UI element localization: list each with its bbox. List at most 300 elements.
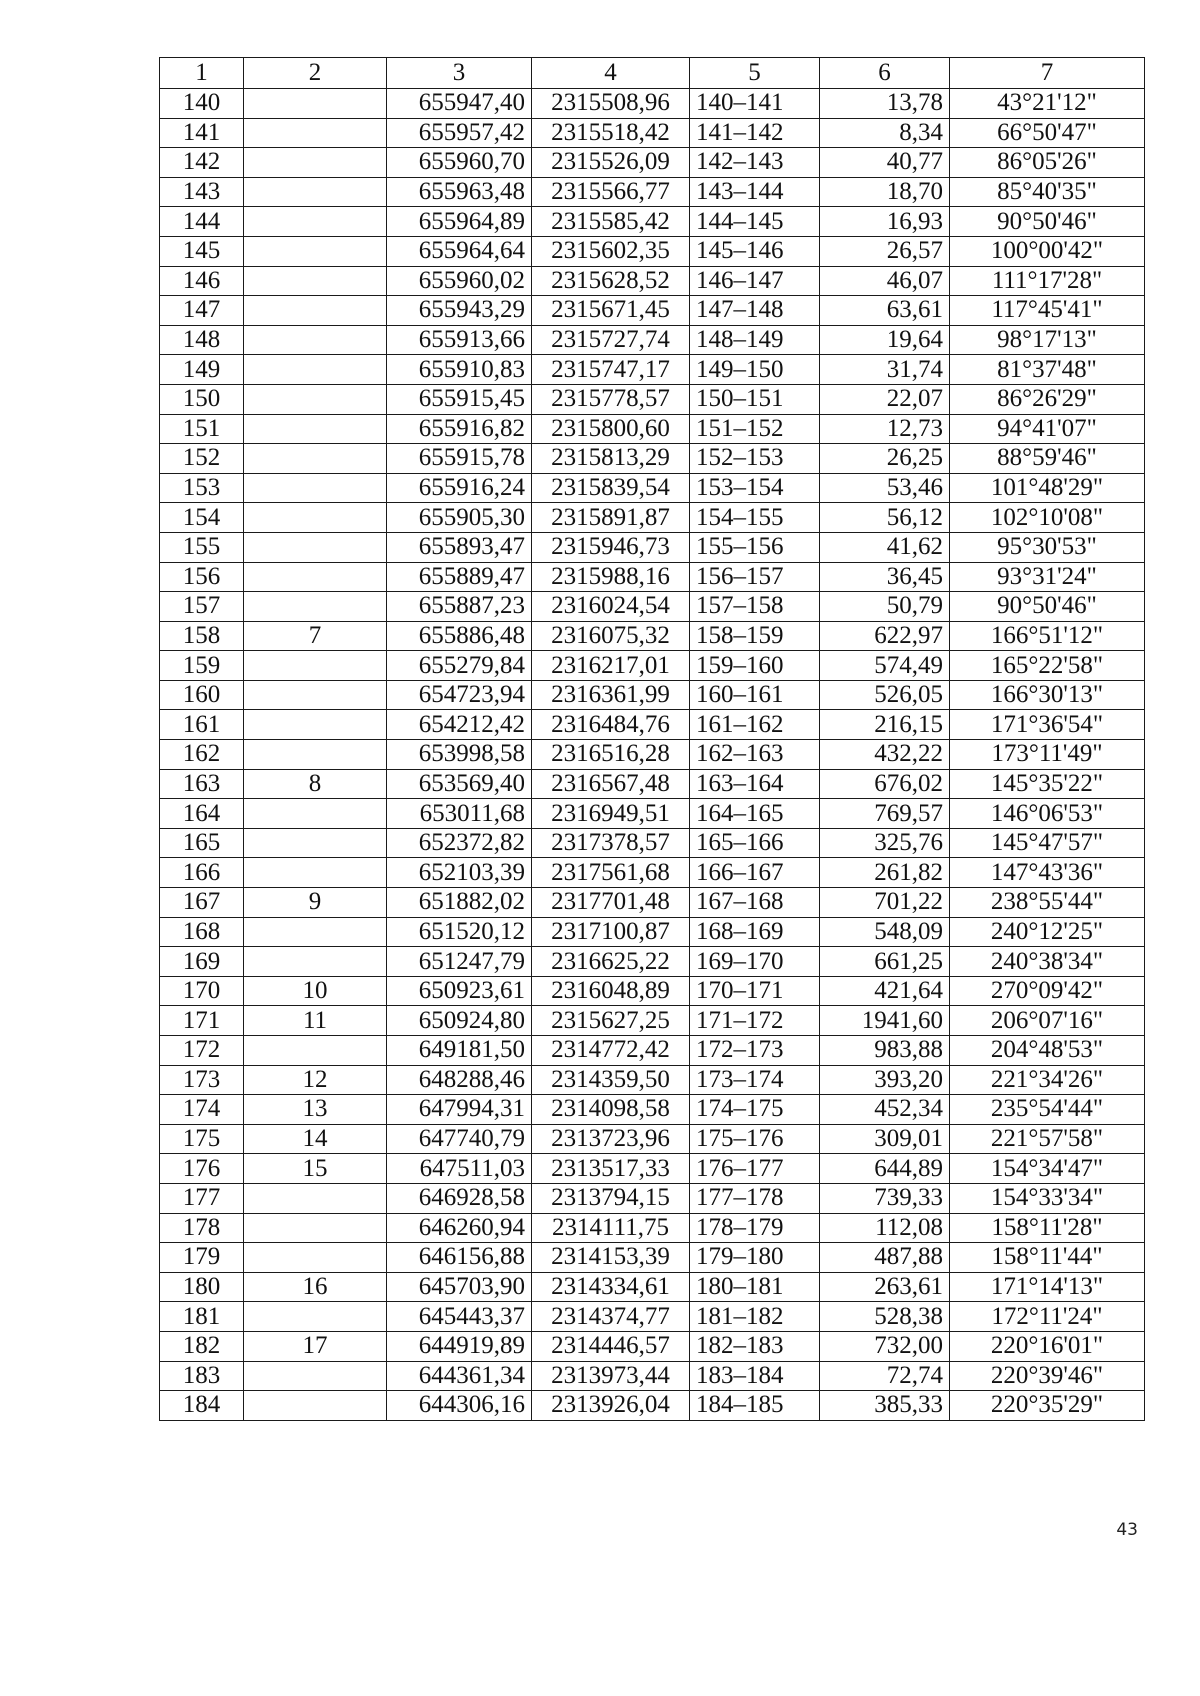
coordinate-y-cell: 2314153,39: [532, 1243, 690, 1273]
length-cell: 263,61: [820, 1272, 950, 1302]
segment-cell: 170–171: [690, 976, 820, 1006]
length-cell: 36,45: [820, 562, 950, 592]
coordinate-x-cell: 655960,70: [387, 148, 532, 178]
table-row: [160, 1154, 1145, 1184]
turn-point-number-cell: [244, 148, 387, 178]
direction-angle-cell: 238°55'44": [950, 888, 1145, 918]
coordinate-x-cell: 655893,47: [387, 532, 532, 562]
direction-angle-cell: 171°14'13": [950, 1272, 1145, 1302]
direction-angle-cell: 221°34'26": [950, 1065, 1145, 1095]
coordinate-y-cell: 2315671,45: [532, 296, 690, 326]
direction-angle-cell: 93°31'24": [950, 562, 1145, 592]
length-cell: 12,73: [820, 414, 950, 444]
table-row: [160, 325, 1145, 355]
turn-point-number-cell: 12: [244, 1065, 387, 1095]
table-row: [160, 414, 1145, 444]
direction-angle-cell: 146°06'53": [950, 799, 1145, 829]
coordinate-x-cell: 655279,84: [387, 651, 532, 681]
table-row: [160, 1302, 1145, 1332]
length-cell: 56,12: [820, 503, 950, 533]
table-row: [160, 236, 1145, 266]
table-row: [160, 296, 1145, 326]
coordinate-x-cell: 654723,94: [387, 680, 532, 710]
segment-cell: 143–144: [690, 177, 820, 207]
direction-angle-cell: 172°11'24": [950, 1302, 1145, 1332]
segment-cell: 183–184: [690, 1361, 820, 1391]
segment-cell: 145–146: [690, 236, 820, 266]
turn-point-number-cell: 11: [244, 1006, 387, 1036]
point-number-cell: 142: [160, 148, 244, 178]
length-cell: 16,93: [820, 207, 950, 237]
point-number-cell: 163: [160, 769, 244, 799]
turn-point-number-cell: 10: [244, 976, 387, 1006]
length-cell: 739,33: [820, 1183, 950, 1213]
coordinate-y-cell: 2316567,48: [532, 769, 690, 799]
coordinate-y-cell: 2315508,96: [532, 89, 690, 119]
turn-point-number-cell: [244, 1213, 387, 1243]
turn-point-number-cell: [244, 503, 387, 533]
table-row: [160, 1183, 1145, 1213]
table-row: [160, 266, 1145, 296]
turn-point-number-cell: [244, 917, 387, 947]
point-number-cell: 173: [160, 1065, 244, 1095]
length-cell: 676,02: [820, 769, 950, 799]
coordinate-y-cell: 2315747,17: [532, 355, 690, 385]
segment-cell: 180–181: [690, 1272, 820, 1302]
length-cell: 701,22: [820, 888, 950, 918]
direction-angle-cell: 206°07'16": [950, 1006, 1145, 1036]
point-number-cell: 148: [160, 325, 244, 355]
direction-angle-cell: 100°00'42": [950, 236, 1145, 266]
turn-point-number-cell: [244, 444, 387, 474]
column-header-6: 6: [820, 58, 950, 89]
table-row: [160, 1124, 1145, 1154]
page-number: 43: [1116, 1520, 1138, 1540]
coordinate-x-cell: 651247,79: [387, 947, 532, 977]
segment-cell: 147–148: [690, 296, 820, 326]
coordinate-y-cell: 2317701,48: [532, 888, 690, 918]
table-row: [160, 473, 1145, 503]
segment-cell: 150–151: [690, 384, 820, 414]
length-cell: 31,74: [820, 355, 950, 385]
coordinate-y-cell: 2315800,60: [532, 414, 690, 444]
point-number-cell: 171: [160, 1006, 244, 1036]
segment-cell: 156–157: [690, 562, 820, 592]
length-cell: 732,00: [820, 1331, 950, 1361]
table-row: [160, 592, 1145, 622]
coordinate-y-cell: 2316484,76: [532, 710, 690, 740]
point-number-cell: 151: [160, 414, 244, 444]
point-number-cell: 152: [160, 444, 244, 474]
direction-angle-cell: 220°16'01": [950, 1331, 1145, 1361]
direction-angle-cell: 86°26'29": [950, 384, 1145, 414]
coordinate-x-cell: 646260,94: [387, 1213, 532, 1243]
coordinate-x-cell: 652103,39: [387, 858, 532, 888]
length-cell: 644,89: [820, 1154, 950, 1184]
table-row: [160, 177, 1145, 207]
coordinate-x-cell: 649181,50: [387, 1036, 532, 1066]
coordinate-y-cell: 2315946,73: [532, 532, 690, 562]
table-row: [160, 532, 1145, 562]
point-number-cell: 159: [160, 651, 244, 681]
segment-cell: 163–164: [690, 769, 820, 799]
direction-angle-cell: 43°21'12": [950, 89, 1145, 119]
table-row: [160, 1272, 1145, 1302]
direction-angle-cell: 102°10'08": [950, 503, 1145, 533]
table-row: [160, 1036, 1145, 1066]
direction-angle-cell: 154°33'34": [950, 1183, 1145, 1213]
turn-point-number-cell: [244, 1302, 387, 1332]
coordinate-x-cell: 647511,03: [387, 1154, 532, 1184]
direction-angle-cell: 235°54'44": [950, 1095, 1145, 1125]
segment-cell: 178–179: [690, 1213, 820, 1243]
coordinate-x-cell: 645703,90: [387, 1272, 532, 1302]
segment-cell: 155–156: [690, 532, 820, 562]
table-row: [160, 799, 1145, 829]
coordinate-x-cell: 655889,47: [387, 562, 532, 592]
direction-angle-cell: 66°50'47": [950, 118, 1145, 148]
point-number-cell: 179: [160, 1243, 244, 1273]
table-row: [160, 1065, 1145, 1095]
coordinates-table: [159, 57, 1145, 1421]
length-cell: 574,49: [820, 651, 950, 681]
point-number-cell: 154: [160, 503, 244, 533]
point-number-cell: 164: [160, 799, 244, 829]
coordinate-y-cell: 2313723,96: [532, 1124, 690, 1154]
coordinate-y-cell: 2317561,68: [532, 858, 690, 888]
length-cell: 528,38: [820, 1302, 950, 1332]
coordinate-x-cell: 648288,46: [387, 1065, 532, 1095]
point-number-cell: 167: [160, 888, 244, 918]
coordinate-x-cell: 655960,02: [387, 266, 532, 296]
coordinate-y-cell: 2315891,87: [532, 503, 690, 533]
coordinate-x-cell: 652372,82: [387, 828, 532, 858]
direction-angle-cell: 88°59'46": [950, 444, 1145, 474]
point-number-cell: 175: [160, 1124, 244, 1154]
table-row: [160, 769, 1145, 799]
segment-cell: 160–161: [690, 680, 820, 710]
turn-point-number-cell: [244, 1391, 387, 1421]
turn-point-number-cell: [244, 118, 387, 148]
segment-cell: 171–172: [690, 1006, 820, 1036]
column-header-1: 1: [160, 58, 244, 89]
column-header-2: 2: [244, 58, 387, 89]
coordinate-y-cell: 2315628,52: [532, 266, 690, 296]
coordinate-y-cell: 2315813,29: [532, 444, 690, 474]
length-cell: 19,64: [820, 325, 950, 355]
length-cell: 622,97: [820, 621, 950, 651]
segment-cell: 154–155: [690, 503, 820, 533]
turn-point-number-cell: [244, 1361, 387, 1391]
table-row: [160, 1361, 1145, 1391]
direction-angle-cell: 240°38'34": [950, 947, 1145, 977]
point-number-cell: 140: [160, 89, 244, 119]
coordinate-x-cell: 653998,58: [387, 740, 532, 770]
point-number-cell: 149: [160, 355, 244, 385]
table-row: [160, 888, 1145, 918]
turn-point-number-cell: [244, 828, 387, 858]
table-row: [160, 118, 1145, 148]
coordinate-x-cell: 655964,89: [387, 207, 532, 237]
coordinate-y-cell: 2314334,61: [532, 1272, 690, 1302]
segment-cell: 167–168: [690, 888, 820, 918]
turn-point-number-cell: [244, 1183, 387, 1213]
point-number-cell: 184: [160, 1391, 244, 1421]
coordinate-y-cell: 2313973,44: [532, 1361, 690, 1391]
point-number-cell: 143: [160, 177, 244, 207]
turn-point-number-cell: [244, 384, 387, 414]
coordinate-x-cell: 655943,29: [387, 296, 532, 326]
direction-angle-cell: 145°35'22": [950, 769, 1145, 799]
point-number-cell: 145: [160, 236, 244, 266]
turn-point-number-cell: [244, 680, 387, 710]
coordinate-y-cell: 2314772,42: [532, 1036, 690, 1066]
coordinate-x-cell: 655913,66: [387, 325, 532, 355]
segment-cell: 166–167: [690, 858, 820, 888]
length-cell: 983,88: [820, 1036, 950, 1066]
coordinate-y-cell: 2316361,99: [532, 680, 690, 710]
segment-cell: 151–152: [690, 414, 820, 444]
coordinate-y-cell: 2313926,04: [532, 1391, 690, 1421]
segment-cell: 144–145: [690, 207, 820, 237]
coordinate-x-cell: 647740,79: [387, 1124, 532, 1154]
coordinate-x-cell: 655905,30: [387, 503, 532, 533]
point-number-cell: 165: [160, 828, 244, 858]
length-cell: 385,33: [820, 1391, 950, 1421]
coordinate-y-cell: 2315627,25: [532, 1006, 690, 1036]
coordinate-x-cell: 655964,64: [387, 236, 532, 266]
coordinate-y-cell: 2316516,28: [532, 740, 690, 770]
coordinate-x-cell: 655963,48: [387, 177, 532, 207]
segment-cell: 177–178: [690, 1183, 820, 1213]
direction-angle-cell: 145°47'57": [950, 828, 1145, 858]
coordinate-y-cell: 2315988,16: [532, 562, 690, 592]
coordinate-x-cell: 655886,48: [387, 621, 532, 651]
table-row: [160, 1391, 1145, 1421]
length-cell: 526,05: [820, 680, 950, 710]
table-row: [160, 828, 1145, 858]
point-number-cell: 160: [160, 680, 244, 710]
length-cell: 661,25: [820, 947, 950, 977]
coordinate-x-cell: 650924,80: [387, 1006, 532, 1036]
point-number-cell: 158: [160, 621, 244, 651]
direction-angle-cell: 220°39'46": [950, 1361, 1145, 1391]
point-number-cell: 183: [160, 1361, 244, 1391]
coordinate-x-cell: 655916,82: [387, 414, 532, 444]
length-cell: 26,25: [820, 444, 950, 474]
segment-cell: 153–154: [690, 473, 820, 503]
point-number-cell: 141: [160, 118, 244, 148]
turn-point-number-cell: 17: [244, 1331, 387, 1361]
coordinate-x-cell: 646156,88: [387, 1243, 532, 1273]
coordinate-x-cell: 655915,45: [387, 384, 532, 414]
coordinate-x-cell: 646928,58: [387, 1183, 532, 1213]
turn-point-number-cell: [244, 592, 387, 622]
turn-point-number-cell: [244, 473, 387, 503]
table-row: [160, 355, 1145, 385]
turn-point-number-cell: [244, 207, 387, 237]
turn-point-number-cell: [244, 296, 387, 326]
point-number-cell: 166: [160, 858, 244, 888]
coordinate-y-cell: 2313794,15: [532, 1183, 690, 1213]
coordinate-x-cell: 650923,61: [387, 976, 532, 1006]
coordinate-x-cell: 644919,89: [387, 1331, 532, 1361]
table-row: [160, 858, 1145, 888]
coordinate-x-cell: 655910,83: [387, 355, 532, 385]
coordinate-y-cell: 2317100,87: [532, 917, 690, 947]
segment-cell: 174–175: [690, 1095, 820, 1125]
coordinate-x-cell: 654212,42: [387, 710, 532, 740]
direction-angle-cell: 81°37'48": [950, 355, 1145, 385]
direction-angle-cell: 158°11'44": [950, 1243, 1145, 1273]
direction-angle-cell: 90°50'46": [950, 592, 1145, 622]
coordinate-y-cell: 2316024,54: [532, 592, 690, 622]
length-cell: 50,79: [820, 592, 950, 622]
table-row: [160, 1331, 1145, 1361]
point-number-cell: 177: [160, 1183, 244, 1213]
direction-angle-cell: 86°05'26": [950, 148, 1145, 178]
table-row: [160, 947, 1145, 977]
length-cell: 53,46: [820, 473, 950, 503]
point-number-cell: 168: [160, 917, 244, 947]
turn-point-number-cell: 15: [244, 1154, 387, 1184]
point-number-cell: 174: [160, 1095, 244, 1125]
coordinate-y-cell: 2315566,77: [532, 177, 690, 207]
turn-point-number-cell: [244, 858, 387, 888]
coordinate-y-cell: 2315585,42: [532, 207, 690, 237]
segment-cell: 152–153: [690, 444, 820, 474]
turn-point-number-cell: [244, 355, 387, 385]
point-number-cell: 180: [160, 1272, 244, 1302]
segment-cell: 141–142: [690, 118, 820, 148]
direction-angle-cell: 98°17'13": [950, 325, 1145, 355]
length-cell: 46,07: [820, 266, 950, 296]
length-cell: 432,22: [820, 740, 950, 770]
table-row: [160, 384, 1145, 414]
coordinate-y-cell: 2316048,89: [532, 976, 690, 1006]
length-cell: 548,09: [820, 917, 950, 947]
turn-point-number-cell: [244, 89, 387, 119]
direction-angle-cell: 166°51'12": [950, 621, 1145, 651]
table-row: [160, 680, 1145, 710]
direction-angle-cell: 221°57'58": [950, 1124, 1145, 1154]
direction-angle-cell: 101°48'29": [950, 473, 1145, 503]
turn-point-number-cell: [244, 177, 387, 207]
point-number-cell: 153: [160, 473, 244, 503]
coordinate-y-cell: 2314374,77: [532, 1302, 690, 1332]
length-cell: 769,57: [820, 799, 950, 829]
segment-cell: 169–170: [690, 947, 820, 977]
coordinate-x-cell: 644361,34: [387, 1361, 532, 1391]
length-cell: 18,70: [820, 177, 950, 207]
coordinate-x-cell: 655887,23: [387, 592, 532, 622]
turn-point-number-cell: 14: [244, 1124, 387, 1154]
point-number-cell: 161: [160, 710, 244, 740]
direction-angle-cell: 270°09'42": [950, 976, 1145, 1006]
turn-point-number-cell: 7: [244, 621, 387, 651]
coordinate-y-cell: 2317378,57: [532, 828, 690, 858]
length-cell: 1941,60: [820, 1006, 950, 1036]
header-row: [160, 58, 1145, 89]
length-cell: 393,20: [820, 1065, 950, 1095]
coordinate-y-cell: 2315526,09: [532, 148, 690, 178]
segment-cell: 184–185: [690, 1391, 820, 1421]
coordinate-x-cell: 645443,37: [387, 1302, 532, 1332]
segment-cell: 176–177: [690, 1154, 820, 1184]
table-row: [160, 1006, 1145, 1036]
coordinate-y-cell: 2316075,32: [532, 621, 690, 651]
direction-angle-cell: 166°30'13": [950, 680, 1145, 710]
turn-point-number-cell: [244, 414, 387, 444]
segment-cell: 173–174: [690, 1065, 820, 1095]
column-header-5: 5: [690, 58, 820, 89]
segment-cell: 182–183: [690, 1331, 820, 1361]
coordinate-y-cell: 2313517,33: [532, 1154, 690, 1184]
point-number-cell: 156: [160, 562, 244, 592]
length-cell: 40,77: [820, 148, 950, 178]
table-body: [160, 89, 1145, 1421]
length-cell: 22,07: [820, 384, 950, 414]
coordinate-x-cell: 655916,24: [387, 473, 532, 503]
direction-angle-cell: 171°36'54": [950, 710, 1145, 740]
table-row: [160, 621, 1145, 651]
turn-point-number-cell: [244, 562, 387, 592]
table-row: [160, 89, 1145, 119]
coordinate-x-cell: 653011,68: [387, 799, 532, 829]
column-header-3: 3: [387, 58, 532, 89]
direction-angle-cell: 85°40'35": [950, 177, 1145, 207]
length-cell: 487,88: [820, 1243, 950, 1273]
length-cell: 72,74: [820, 1361, 950, 1391]
coordinate-x-cell: 655947,40: [387, 89, 532, 119]
direction-angle-cell: 94°41'07": [950, 414, 1145, 444]
length-cell: 41,62: [820, 532, 950, 562]
table-row: [160, 1243, 1145, 1273]
coordinate-x-cell: 651520,12: [387, 917, 532, 947]
turn-point-number-cell: 8: [244, 769, 387, 799]
turn-point-number-cell: [244, 1036, 387, 1066]
table-header: [160, 58, 1145, 89]
point-number-cell: 172: [160, 1036, 244, 1066]
direction-angle-cell: 111°17'28": [950, 266, 1145, 296]
direction-angle-cell: 158°11'28": [950, 1213, 1145, 1243]
segment-cell: 146–147: [690, 266, 820, 296]
coordinate-y-cell: 2314446,57: [532, 1331, 690, 1361]
turn-point-number-cell: [244, 325, 387, 355]
coordinate-y-cell: 2314111,75: [532, 1213, 690, 1243]
turn-point-number-cell: [244, 947, 387, 977]
turn-point-number-cell: 13: [244, 1095, 387, 1125]
point-number-cell: 182: [160, 1331, 244, 1361]
direction-angle-cell: 154°34'47": [950, 1154, 1145, 1184]
coordinate-y-cell: 2315839,54: [532, 473, 690, 503]
table-row: [160, 444, 1145, 474]
turn-point-number-cell: [244, 651, 387, 681]
direction-angle-cell: 220°35'29": [950, 1391, 1145, 1421]
direction-angle-cell: 204°48'53": [950, 1036, 1145, 1066]
segment-cell: 162–163: [690, 740, 820, 770]
segment-cell: 168–169: [690, 917, 820, 947]
coordinate-y-cell: 2316217,01: [532, 651, 690, 681]
column-header-7: 7: [950, 58, 1145, 89]
segment-cell: 172–173: [690, 1036, 820, 1066]
direction-angle-cell: 90°50'46": [950, 207, 1145, 237]
segment-cell: 181–182: [690, 1302, 820, 1332]
direction-angle-cell: 165°22'58": [950, 651, 1145, 681]
length-cell: 13,78: [820, 89, 950, 119]
direction-angle-cell: 117°45'41": [950, 296, 1145, 326]
coordinate-x-cell: 655957,42: [387, 118, 532, 148]
